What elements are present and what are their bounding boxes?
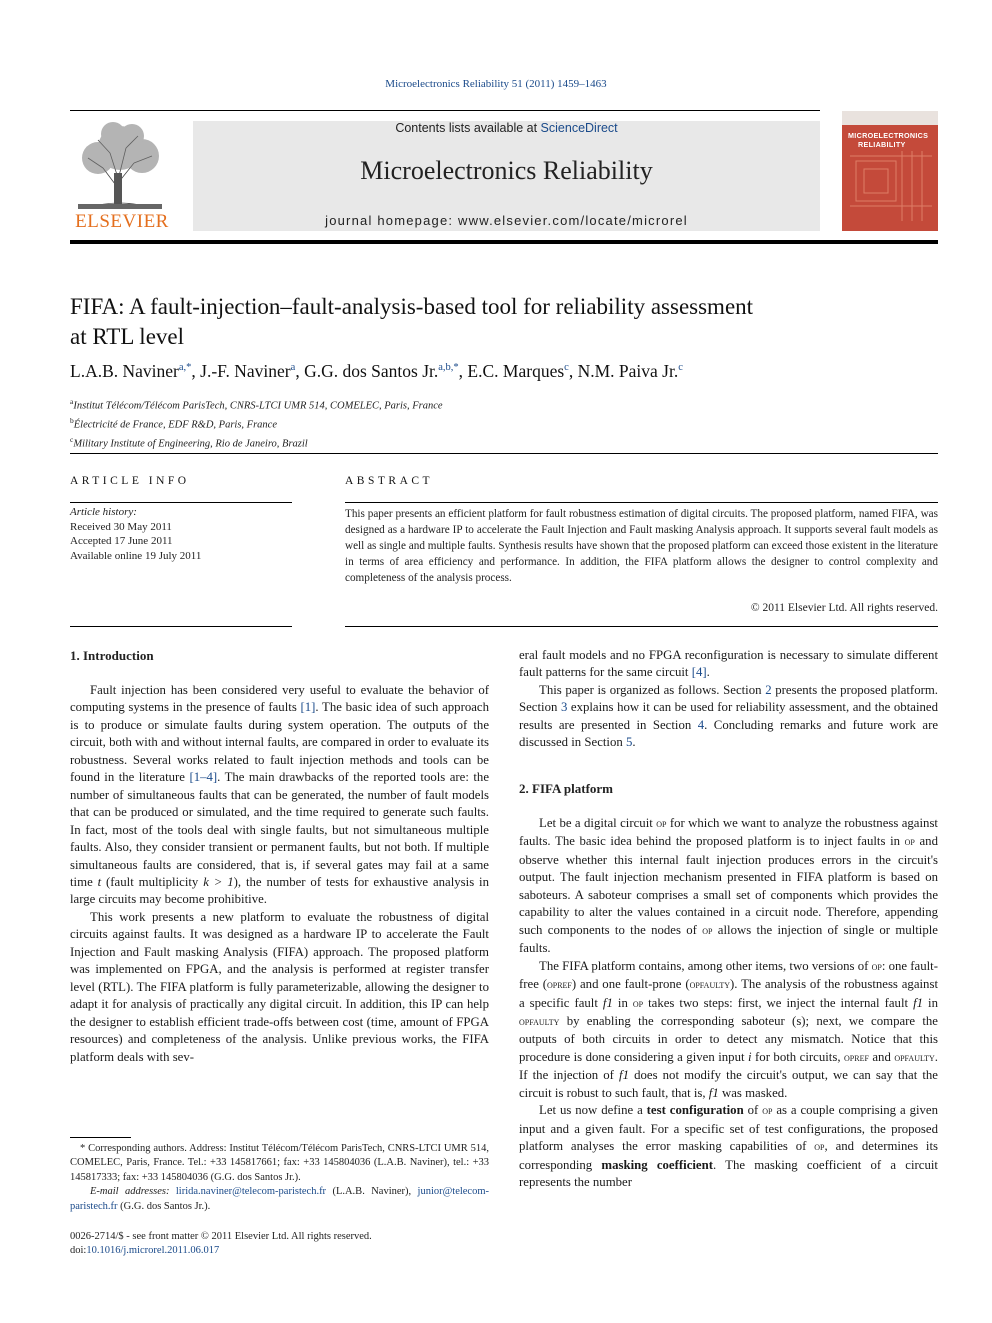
article-info-rule xyxy=(70,502,292,503)
author-affil-mark[interactable]: a,* xyxy=(178,362,192,374)
section-heading-introduction: 1. Introduction xyxy=(70,648,154,663)
history-label: Article history: xyxy=(70,506,137,518)
text: for which we want to analyze the robustness against faults. The basic idea behind the proposed platform is to inject faults in xyxy=(519,816,938,849)
text: . Concluding remarks and future work are discussed in Section xyxy=(519,717,939,750)
affiliation xyxy=(70,414,930,433)
accepted-date: Accepted 17 June 2011 xyxy=(70,535,173,548)
text: (G.G. dos Santos Jr.). xyxy=(117,1200,211,1212)
section-rule xyxy=(70,453,938,454)
affil-text: Institut Télécom/Télécom ParisTech, CNRS-LTCI UMR 514, COMELEC, Paris, France xyxy=(73,400,443,412)
author-list xyxy=(70,361,930,382)
citation-link[interactable]: [4] xyxy=(691,665,707,680)
text: . The main drawbacks of the reported tools are: the number of simultaneous faults that can be generated, the number of fault models that can be produced or simulated, and the time required to generate such faults. In fact, most of the tools deal with single faults, but not simultaneous multiple faults. Also, they consider transient or permanent faults, but not both. If multiple simultaneous faults are considered, that is, if several gates may fail at a same time xyxy=(70,770,489,889)
author: N.M. Paiva Jr. xyxy=(577,361,679,381)
text: Fault injection has been considered very useful to evaluate the behavior of computing systems in the presence of faults xyxy=(70,683,489,715)
affil-text: Électricité de France, EDF R&D, Paris, France xyxy=(73,419,277,431)
contents-line xyxy=(193,121,820,135)
math-f1: f1 xyxy=(913,995,924,1010)
affil-key: a xyxy=(70,397,74,406)
publisher-wordmark: ELSEVIER xyxy=(75,211,169,232)
math-f1: f1 xyxy=(602,995,613,1010)
sciencedirect-link[interactable]: ScienceDirect xyxy=(540,121,618,135)
math-op: op xyxy=(814,1141,825,1154)
corresponding-footnote: * Corresponding authors. Address: Institut Télécom/Télécom ParisTech, CNRS-LTCI UMR 514, COMELEC, Paris, France. Tel.: +33 145817661; fax: +33 145804036 (L.A.B. Naviner), tel.: +33 145817333; fax: +33 145804036 (G.G. dos Santos Jr.). xyxy=(70,1143,489,1183)
intro-continuation xyxy=(519,647,938,682)
text: as a couple comprising a given input and a given fault. For a specific set of test configurations, the proposed platform analyses the error masking capabilities of xyxy=(519,1103,939,1154)
abstract-heading: ABSTRACT xyxy=(345,475,434,487)
math-f1: f1 xyxy=(619,1068,629,1083)
abstract-rule xyxy=(345,502,938,503)
text: . xyxy=(632,735,636,750)
author-affil-mark[interactable]: a,b,* xyxy=(438,362,459,374)
contents-prefix: Contents lists available at xyxy=(395,121,541,135)
intro-paragraph-2: This work presents a new platform to evaluate the robustness of digital circuits against faults. It was designed as a hardware IP to accelerate the Fault Injection and Fault masking Analysis (FIFA) approach. The proposed platform was implemented on FPGA, and the analysis is performed at register transfer level (RTL). The FIFA platform is fully parameterizable, allowing the designer to adapt it for analysis of practically any digital circuit. In addition, this IP can help the designer to establish efficient trade-offs between cost (time, amount of FPGA resources) and completeness of the analysis. Unlike previous works, the FIFA platform deals with sev- xyxy=(70,909,489,1064)
author-sep: , xyxy=(458,361,468,381)
citation-link[interactable]: [1] xyxy=(300,700,316,715)
text: ). The analysis of the robustness against a specific fault xyxy=(519,977,938,1010)
abstract-copyright: © 2011 Elsevier Ltd. All rights reserved. xyxy=(750,602,938,614)
text: . The basic idea of such approach is to produce or simulate faults during system operation. The outputs of the circuit, both with and without internal faults, are compared in order to evaluate its robustness. Several works related to fault injection methods and tools can be found in the literature xyxy=(70,700,489,785)
math-expr: k > 1 xyxy=(203,874,234,889)
section-link[interactable]: 2 xyxy=(765,682,772,697)
text: Let us now define a xyxy=(539,1103,647,1118)
math-var: t xyxy=(97,874,102,889)
author: E.C. Marques xyxy=(467,361,565,381)
author: G.G. dos Santos Jr. xyxy=(304,361,439,381)
text: takes two steps: first, we inject the internal fault xyxy=(643,995,914,1010)
text: ) and one fault-prone ( xyxy=(571,977,690,992)
author: L.A.B. Naviner xyxy=(70,361,179,381)
math-f1: f1 xyxy=(708,1085,719,1100)
footnote-rule xyxy=(70,1137,131,1138)
fifa-paragraph-1 xyxy=(519,815,938,958)
cover-title xyxy=(848,131,932,149)
text: . If the injection of xyxy=(519,1049,938,1083)
math-op: op xyxy=(702,924,713,937)
abstract-bottom-rule xyxy=(345,626,938,627)
text: eral fault models and no FPGA reconfiguration is necessary to simulate different fault patterns for the same circuit xyxy=(519,648,938,680)
section-heading-fifa-platform: 2. FIFA platform xyxy=(519,781,613,796)
math-opref: opref xyxy=(546,979,572,992)
section-link[interactable]: 4 xyxy=(697,717,705,732)
paper-title xyxy=(70,292,930,352)
cover-circuit-pattern xyxy=(842,111,938,231)
text: does not modify the circuit's output, we can say that the circuit is robust to such fault, that is, xyxy=(519,1068,938,1100)
affil-text: Military Institute of Engineering, Rio de Janeiro, Brazil xyxy=(73,438,308,450)
author-affil-mark[interactable]: c xyxy=(564,362,569,374)
author-sep: , xyxy=(568,361,578,381)
text: and xyxy=(868,1049,895,1064)
text: explains how it can be used for reliability assessment, and the obtained results are presented in Section xyxy=(519,700,938,732)
text: ), the number of tests for exhaustive analysis in large circuits may become prohibitive. xyxy=(70,874,489,907)
homepage-link[interactable]: www.elsevier.com/locate/microrel xyxy=(458,213,688,228)
math-op: op xyxy=(762,1105,773,1118)
homepage-prefix: journal homepage: xyxy=(325,213,459,228)
front-matter-info xyxy=(70,1230,490,1259)
text: (L.A.B. Naviner), xyxy=(326,1186,418,1198)
text: allows the injection of single or multiple faults. xyxy=(519,922,938,956)
author-affil-mark[interactable]: a xyxy=(290,362,296,374)
author-affil-mark[interactable]: c xyxy=(678,362,683,374)
affiliations xyxy=(70,395,930,452)
term-test-configuration: test configuration xyxy=(646,1103,744,1118)
top-rule xyxy=(70,110,820,111)
text: and observe whether this internal fault injection produces errors in the circuit's output. The fault injection mechanism presented in FIFA platform is based on saboteurs. A saboteur comprises a small set of components which provides the capability to alter the values contained in a circuit node. Therefore, appending such components to the nodes of xyxy=(519,834,938,937)
intro-paragraph-3 xyxy=(519,682,938,752)
text: . xyxy=(706,665,710,680)
math-opref: opref xyxy=(844,1051,869,1064)
text: : one fault-free ( xyxy=(519,958,938,992)
right-column-section2 xyxy=(519,815,938,1192)
term-masking-coefficient: masking coefficient xyxy=(601,1157,713,1172)
math-op: op xyxy=(904,836,915,849)
fifa-paragraph-2 xyxy=(519,958,938,1103)
text: This paper is organized as follows. Section xyxy=(539,682,766,697)
author: J.-F. Naviner xyxy=(200,361,291,381)
text: , and determines its corresponding xyxy=(519,1139,938,1172)
math-opfaulty: opfaulty xyxy=(519,1015,560,1028)
doi-label: doi: xyxy=(70,1245,87,1257)
article-history xyxy=(70,505,292,564)
article-info-heading: ARTICLE INFO xyxy=(70,475,190,487)
doi-link[interactable]: 10.1016/j.microrel.2011.06.017 xyxy=(86,1245,220,1257)
journal-reference[interactable]: Microelectronics Reliability 51 (2011) 1459–1463 xyxy=(385,78,607,90)
footnotes xyxy=(70,1142,489,1214)
text: of xyxy=(743,1103,763,1118)
text: The FIFA platform contains, among other items, two versions of xyxy=(539,958,872,973)
email-link[interactable]: junior@telecom-paristech.fr xyxy=(70,1186,490,1212)
author-sep: , xyxy=(295,361,305,381)
section-link[interactable]: 3 xyxy=(560,700,568,715)
fifa-paragraph-3 xyxy=(519,1102,938,1191)
text: for both circuits, xyxy=(751,1049,844,1064)
text: in xyxy=(612,995,633,1010)
math-opfaulty: opfaulty xyxy=(689,979,731,992)
left-column-body xyxy=(70,682,489,1066)
author-sep: , xyxy=(191,361,201,381)
math-op: op xyxy=(632,997,644,1010)
text: . The masking coefficient of a circuit represents the number xyxy=(519,1157,938,1190)
text: in xyxy=(923,995,938,1010)
affiliation xyxy=(70,433,930,452)
email-footnote xyxy=(70,1185,489,1214)
affiliation xyxy=(70,395,930,414)
header-rule xyxy=(70,240,938,244)
text: presents the proposed platform. Section xyxy=(519,682,939,715)
math-var: i xyxy=(748,1049,752,1064)
title-line-1: FIFA: A fault-injection–fault-analysis-based tool for reliability assessment xyxy=(70,294,754,319)
text: Let be a digital circuit xyxy=(539,816,657,830)
citation-link[interactable]: [1–4] xyxy=(189,770,218,785)
online-date: Available online 19 July 2011 xyxy=(70,550,202,563)
cover-title-line1: MICROELECTRONICS xyxy=(848,131,929,140)
article-info-bottom-rule xyxy=(70,626,292,627)
text: by enabling the corresponding saboteur (s); next, we compare the outputs of both circuits in order to detect any mismatch. Notice that this procedure is done considering a given input xyxy=(519,1013,938,1064)
right-column-intro-continued xyxy=(519,647,938,752)
journal-cover-image[interactable] xyxy=(842,111,938,231)
email-link[interactable]: lirida.naviner@telecom-paristech.fr xyxy=(175,1186,327,1198)
journal-homepage xyxy=(193,213,820,228)
math-opfaulty: opfaulty xyxy=(894,1051,935,1064)
doi-line xyxy=(70,1244,490,1258)
affil-key: c xyxy=(70,435,74,444)
issn-line: 0026-2714/$ - see front matter © 2011 Elsevier Ltd. All rights reserved. xyxy=(70,1231,372,1242)
cover-title-line2: RELIABILITY xyxy=(858,140,906,149)
text: was masked. xyxy=(718,1085,788,1100)
intro-paragraph-1 xyxy=(70,682,489,909)
journal-title: Microelectronics Reliability xyxy=(360,156,653,185)
abstract-text: This paper presents an efficient platform for fault robustness estimation of digital circuits. The proposed platform, named FIFA, was designed as a hardware IP to accelerate the Fault Injection and Fault masking Analysis approach. It supports several fault models as well as single and multiple faults. Synthesis results have shown that the proposed platform can exceed those existent in the literature in terms of area efficiency and performance. In addition, the FIFA platform allows the designer to control complexity and completeness of the analysis process. xyxy=(345,508,938,584)
received-date: Received 30 May 2011 xyxy=(70,520,172,533)
math-op: op xyxy=(656,818,667,830)
section-link[interactable]: 5 xyxy=(626,735,633,750)
text: (fault multiplicity xyxy=(101,874,204,889)
title-line-2: at RTL level xyxy=(70,324,185,349)
email-label: E-mail addresses: xyxy=(90,1186,170,1198)
math-op: op xyxy=(871,960,882,973)
affil-key: b xyxy=(70,416,74,425)
